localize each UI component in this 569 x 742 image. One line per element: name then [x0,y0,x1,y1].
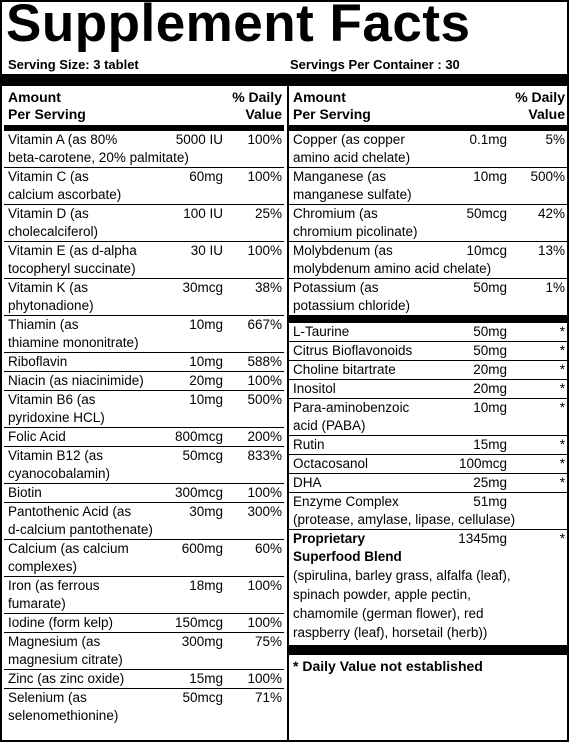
nutrient-daily-value: 100% [247,485,282,500]
nutrient-row [4,633,284,670]
servings-per-container: Servings Per Container : 30 [290,57,460,72]
daily-value-header: % Daily [515,89,565,105]
nutrient-row [4,353,284,372]
nutrient-row [289,168,567,205]
nutrient-name [289,436,567,454]
nutrient-amount: 51mg [473,494,507,509]
nutrient-name-line: Choline bitartrate [293,362,396,377]
nutrient-name-line: Copper (as copper [293,132,405,147]
nutrient-name-line: molybdenum amino acid chelate) [293,261,492,276]
nutrient-amount: 100 IU [183,206,223,221]
nutrient-daily-value: 100% [247,615,282,630]
nutrient-row [4,131,284,168]
nutrient-name-line: Chromium (as [293,206,378,221]
nutrient-row [289,436,567,455]
left-nutrient-list [4,131,284,725]
nutrient-amount: 100mcg [458,456,507,471]
nutrient-name [289,493,567,529]
nutrient-daily-value: 300% [247,504,282,519]
nutrient-daily-value: 833% [247,448,282,463]
nutrient-amount: 10mg [473,169,507,184]
right-nutrient-list [289,131,567,316]
nutrient-name [4,633,284,669]
nutrient-name [4,391,284,427]
nutrient-name-line: Vitamin E (as d-alpha [8,243,137,258]
nutrient-row [4,447,284,484]
nutrient-daily-value: 71% [254,690,282,705]
nutrient-name [289,168,567,204]
top-divider-bar [2,74,567,86]
left-column [4,86,284,740]
nutrient-row [4,689,284,725]
nutrient-amount: 50mg [473,280,507,295]
nutrient-daily-value: 588% [247,354,282,369]
nutrient-amount: 20mg [189,373,223,388]
nutrient-daily-value: 60% [254,541,282,556]
nutrient-row [289,131,567,168]
nutrient-name [4,540,284,576]
nutrient-name [4,353,284,371]
nutrient-amount: 60mg [189,169,223,184]
nutrient-name-line: pyridoxine HCL) [8,410,105,425]
nutrient-amount: 10mg [189,317,223,332]
nutrient-row [4,279,284,316]
right-column [287,86,567,740]
nutrient-name-line: magnesium citrate) [8,652,123,667]
serving-size: Serving Size: 3 tablet [8,57,139,72]
nutrient-row [289,399,567,436]
nutrient-daily-value: * [559,324,565,339]
nutrient-daily-value: 13% [537,243,565,258]
nutrient-amount: 10mcg [466,243,507,258]
nutrient-name [4,242,284,278]
nutrient-name [4,205,284,241]
nutrient-row [4,577,284,614]
blend-row [289,530,567,566]
nutrient-row [4,316,284,353]
nutrient-row [4,168,284,205]
nutrient-amount: 5000 IU [175,132,223,147]
value-header: Value [528,106,565,122]
blend-title-line2: Superfood Blend [293,549,402,564]
nutrient-amount: 15mg [189,671,223,686]
nutrient-row [289,455,567,474]
footnote: * Daily Value not established [293,658,483,674]
nutrient-name-line: Citrus Bioflavonoids [293,343,413,358]
nutrient-daily-value: 1% [545,280,565,295]
nutrient-name-line: Selenium (as [8,690,87,705]
footnote-divider-bar [289,645,567,655]
nutrient-name-line: Enzyme Complex [293,494,399,509]
nutrient-name-line: calcium ascorbate) [8,187,122,202]
per-serving-header: Per Serving [293,106,371,122]
nutrient-amount: 50mcg [182,448,223,463]
nutrient-row [289,361,567,380]
nutrient-name-line: cholecalciferol) [8,224,99,239]
nutrient-name [4,577,284,613]
nutrient-name [4,428,284,446]
nutrient-name-line: Iodine (form kelp) [8,615,114,630]
nutrient-name-line: beta-carotene, 20% palmitate) [8,150,189,165]
nutrient-name-line: Vitamin B12 (as [8,448,104,463]
nutrient-name-line: DHA [293,475,322,490]
nutrient-name-line: Vitamin A (as 80% [8,132,118,147]
nutrient-row [4,242,284,279]
nutrient-amount: 0.1mg [469,132,507,147]
nutrient-amount: 300mcg [174,485,223,500]
nutrient-name-line: fumarate) [8,596,66,611]
nutrient-name [289,380,567,398]
nutrient-name-line: Iron (as ferrous [8,578,100,593]
nutrient-name-line: Thiamin (as [8,317,79,332]
nutrient-daily-value: 500% [530,169,565,184]
nutrient-row [289,279,567,316]
nutrient-amount: 15mg [473,437,507,452]
blend-ingredient-line: (spirulina, barley grass, alfalfa (leaf), [293,568,511,583]
nutrient-row [289,493,567,530]
nutrient-name [4,689,284,725]
nutrient-row [289,474,567,493]
nutrient-daily-value: 100% [247,578,282,593]
nutrient-row [4,428,284,447]
nutrient-name-line: selenomethionine) [8,708,119,723]
nutrient-daily-value: 100% [247,132,282,147]
nutrient-name-line: Potassium (as [293,280,379,295]
nutrient-name-line: (protease, amylase, lipase, cellulase) [293,512,516,527]
nutrient-name [289,399,567,435]
proprietary-blend [289,530,567,642]
right-column-header [289,86,567,125]
nutrient-name-line: Niacin (as niacinimide) [8,373,144,388]
nutrient-amount: 20mg [473,381,507,396]
nutrient-row [4,484,284,503]
nutrient-name [4,670,284,688]
amount-header: Amount [8,89,61,105]
blend-title-line1: Proprietary [293,531,366,546]
nutrient-amount: 10mg [189,354,223,369]
nutrient-name-line: amino acid chelate) [293,150,411,165]
nutrient-name-line: L-Taurine [293,324,350,339]
nutrient-name-line: manganese sulfate) [293,187,412,202]
nutrient-daily-value: 75% [254,634,282,649]
panel-title: Supplement Facts [6,0,471,53]
nutrient-name [289,279,567,315]
nutrient-daily-value: 100% [247,169,282,184]
nutrient-name-line: thiamine mononitrate) [8,335,139,350]
nutrient-row [289,205,567,242]
nutrient-row [4,205,284,242]
nutrient-name-line: Vitamin D (as [8,206,89,221]
nutrient-name-line: chromium picolinate) [293,224,418,239]
nutrient-row [4,540,284,577]
nutrient-amount: 800mcg [174,429,223,444]
left-column-header [4,86,284,125]
nutrient-name [4,316,284,352]
nutrient-daily-value: * [559,400,565,415]
nutrient-name [4,168,284,204]
per-serving-header: Per Serving [8,106,86,122]
blend-ingredient-line: chamomile (german flower), red [293,606,484,621]
nutrient-name-line: Manganese (as [293,169,387,184]
blend-amount: 1345mg [458,531,507,546]
nutrient-row [289,323,567,342]
nutrient-amount: 50mg [473,324,507,339]
nutrient-daily-value: * [559,475,565,490]
nutrient-daily-value: * [559,437,565,452]
nutrient-name-line: cyanocobalamin) [8,466,111,481]
nutrient-row [289,380,567,399]
nutrient-amount: 20mg [473,362,507,377]
nutrient-row [289,342,567,361]
blend-ingredient-line: spinach powder, apple pectin, [293,587,471,602]
blend-daily-value: * [559,531,565,546]
nutrient-name-line: Calcium (as calcium [8,541,129,556]
nutrient-amount: 18mg [189,578,223,593]
nutrient-amount: 150mcg [174,615,223,630]
nutrient-name-line: Pantothenic Acid (as [8,504,132,519]
nutrient-name-line: complexes) [8,559,78,574]
nutrient-name [289,242,567,278]
nutrient-name-line: Octacosanol [293,456,369,471]
nutrient-daily-value: * [559,456,565,471]
nutrient-amount: 10mg [189,392,223,407]
nutrient-daily-value: 100% [247,373,282,388]
nutrient-name [289,205,567,241]
nutrient-name-line: Riboflavin [8,354,68,369]
nutrient-name [289,131,567,167]
nutrient-name-line: phytonadione) [8,298,94,313]
nutrient-amount: 50mg [473,343,507,358]
nutrient-amount: 25mg [473,475,507,490]
nutrient-name-line: d-calcium pantothenate) [8,522,153,537]
nutrient-name [4,447,284,483]
nutrient-name [289,361,567,379]
nutrient-daily-value: * [559,343,565,358]
nutrient-name-line: tocopheryl succinate) [8,261,136,276]
nutrient-daily-value: 100% [247,243,282,258]
nutrient-name-line: Magnesium (as [8,634,101,649]
daily-value-header: % Daily [232,89,282,105]
nutrient-amount: 50mcg [466,206,507,221]
other-ingredients-list [289,323,567,530]
nutrient-name-line: acid (PABA) [293,418,366,433]
nutrient-row [4,372,284,391]
nutrient-row [289,242,567,279]
nutrient-name [4,484,284,502]
nutrient-name-line: Folic Acid [8,429,66,444]
nutrient-name-line: Vitamin C (as [8,169,89,184]
nutrient-name-line: Inositol [293,381,336,396]
nutrient-daily-value: * [559,362,565,377]
nutrient-row [4,391,284,428]
nutrient-name [289,474,567,492]
value-header: Value [245,106,282,122]
nutrient-amount: 10mg [473,400,507,415]
nutrient-name [289,455,567,473]
nutrient-amount: 50mcg [182,690,223,705]
amount-header: Amount [293,89,346,105]
nutrient-daily-value: 100% [247,671,282,686]
nutrient-daily-value: 25% [254,206,282,221]
nutrient-name-line: potassium chloride) [293,298,411,313]
nutrient-amount: 30mg [189,504,223,519]
nutrient-name [4,131,284,167]
nutrient-name [4,614,284,632]
nutrient-name-line: Biotin [8,485,42,500]
nutrient-name [4,503,284,539]
nutrient-name-line: Molybdenum (as [293,243,393,258]
nutrient-amount: 30mcg [182,280,223,295]
nutrient-name-line: Vitamin B6 (as [8,392,96,407]
section-divider-bar [289,316,567,323]
nutrient-name-line: Vitamin K (as [8,280,89,295]
nutrient-amount: 30 IU [190,243,223,258]
nutrient-name-line: Rutin [293,437,325,452]
nutrient-amount: 300mg [181,634,223,649]
nutrient-name [4,279,284,315]
nutrient-daily-value: 42% [537,206,565,221]
nutrient-daily-value: 38% [254,280,282,295]
nutrient-amount: 600mg [181,541,223,556]
nutrient-daily-value: 200% [247,429,282,444]
nutrient-daily-value: 667% [247,317,282,332]
nutrient-name [4,372,284,390]
nutrient-row [4,503,284,540]
nutrient-row [4,670,284,689]
nutrient-name [289,323,567,341]
nutrient-name [289,342,567,360]
nutrient-name-line: Zinc (as zinc oxide) [8,671,125,686]
nutrient-daily-value: 5% [545,132,565,147]
nutrient-daily-value: * [559,381,565,396]
nutrient-name-line: Para-aminobenzoic [293,400,410,415]
nutrient-row [4,614,284,633]
blend-ingredient-line: raspberry (leaf), horsetail (herb)) [293,625,488,640]
nutrient-daily-value: 500% [247,392,282,407]
